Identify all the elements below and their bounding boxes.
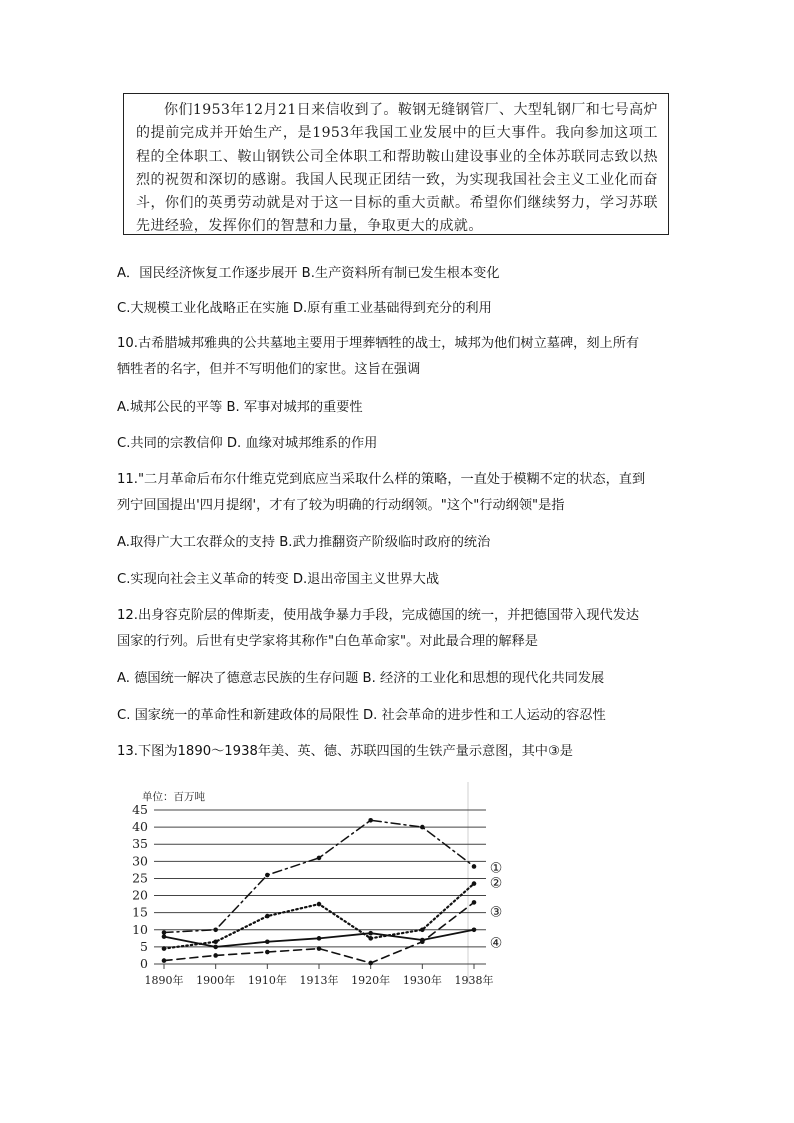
- q10-stem-line2: 牺牲者的名字，但并不写明他们的家世。这旨在强调: [117, 362, 421, 377]
- series-1-point-4: [368, 818, 373, 823]
- series-3-point-1: [213, 953, 218, 958]
- x-tick-label-0: 1890年: [144, 974, 184, 987]
- series-3-point-4: [368, 961, 373, 966]
- q9-options-line1: A．国民经济恢复工作逐步展开 B.生产资料所有制已发生根本变化: [117, 266, 500, 281]
- x-tick-label-1: 1900年: [196, 974, 236, 987]
- pig-iron-chart-svg: [118, 778, 523, 990]
- q12-stem-line1: 12.出身容克阶层的俾斯麦，使用战争暴力手段，完成德国的统一，并把德国带入现代发达: [117, 608, 640, 623]
- quote-text: 你们1953年12月21日来信收到了。鞍钢无缝钢管厂、大型轧钢厂和七号高炉的提前完成并开始生产，是1953年我国工业发展中的巨大事件。我向参加这项工程的全体职工、鞍山钢铁公司全体职工和帮助鞍山建设事业的全体苏联同志致以热烈的祝贺和深切的感谢。我国人民现正团结一致，为实现我国社会主义工业化而奋斗，你们的英勇劳动就是对于这一目标的重大贡献。希望你们继续努力，学习苏联先进经验，发挥你们的智慧和力量，争取更大的成就。: [136, 102, 658, 235]
- x-tick-label-5: 1930年: [402, 974, 442, 987]
- x-tick-label-6: 1938年: [454, 974, 494, 987]
- q10-options-line1: A.城邦公民的平等 B. 军事对城邦的重要性: [117, 400, 363, 415]
- series-4-point-3: [317, 936, 322, 941]
- unit-label: 单位：百万吨: [142, 791, 205, 803]
- y-tick-label-35: 35: [132, 836, 148, 852]
- q12-options-line1: A. 德国统一解决了德意志民族的生存问题 B. 经济的工业化和思想的现代化共同发展: [117, 671, 605, 686]
- y-tick-label-10: 10: [132, 921, 148, 937]
- q9-options-line2: C.大规模工业化战略正在实施 D.原有重工业基础得到充分的利用: [117, 301, 492, 316]
- q12-stem-line2: 国家的行列。后世有史学家将其称作"白色革命家"。对此最合理的解释是: [117, 634, 538, 649]
- series-1-point-2: [265, 873, 270, 878]
- y-tick-label-0: 0: [140, 956, 148, 971]
- series-4-point-2: [265, 939, 270, 944]
- x-tick-label-2: 1910年: [247, 974, 287, 987]
- quote-box: [123, 93, 669, 235]
- q10-options-line2: C.共同的宗教信仰 D. 血缘对城邦维系的作用: [117, 436, 378, 451]
- series-2-point-3: [317, 902, 322, 907]
- series-label-4: ④: [489, 935, 503, 952]
- series-2-point-2: [265, 914, 270, 919]
- q10-stem-line1: 10.古希腊城邦雅典的公共墓地主要用于埋葬牺牲的战士，城邦为他们树立墓碑，刻上所有: [117, 336, 640, 351]
- q13-stem: 13.下图为1890～1938年美、英、德、苏联四国的生铁产量示意图，其中③是: [117, 744, 573, 759]
- q12-options-line2: C. 国家统一的革命性和新建政体的局限性 D. 社会革命的进步性和工人运动的容忍性: [117, 708, 606, 723]
- series-4-point-5: [420, 938, 425, 943]
- series-4-point-0: [162, 934, 167, 939]
- series-4-point-4: [368, 931, 373, 936]
- x-tick-label-4: 1920年: [351, 974, 391, 987]
- q11-options-line2: C.实现向社会主义革命的转变 D.退出帝国主义世界大战: [117, 572, 440, 587]
- series-line-3: [164, 902, 474, 963]
- y-tick-label-15: 15: [132, 904, 148, 920]
- series-2-point-6: [472, 881, 477, 886]
- q11-stem-line2: 列宁回国提出'四月提纲'，才有了较为明确的行动纲领。"这个"行动纲领"是指: [117, 498, 565, 513]
- q11-stem-line1: 11."二月革命后布尔什维克党到底应当采取什么样的策略，一直处于模糊不定的状态，直到: [117, 472, 646, 487]
- y-tick-label-20: 20: [132, 887, 148, 903]
- series-1-point-3: [317, 856, 322, 861]
- y-tick-label-45: 45: [132, 802, 148, 817]
- series-1-point-6: [472, 864, 477, 869]
- series-2-point-4: [368, 936, 373, 941]
- series-2-point-5: [420, 927, 425, 932]
- series-line-1: [164, 820, 474, 932]
- x-tick-label-3: 1913年: [299, 974, 339, 987]
- series-3-point-6: [472, 900, 477, 905]
- series-label-1: ①: [489, 860, 503, 877]
- y-tick-label-5: 5: [140, 938, 148, 954]
- series-2-point-1: [213, 939, 218, 944]
- q11-options-line1: A.取得广大工农群众的支持 B.武力推翻资产阶级临时政府的统治: [117, 535, 491, 550]
- series-1-point-1: [213, 927, 218, 932]
- series-4-point-6: [472, 927, 477, 932]
- series-3-point-2: [265, 950, 270, 955]
- y-tick-label-25: 25: [132, 870, 148, 886]
- series-2-point-0: [162, 946, 167, 951]
- series-label-3: ③: [489, 904, 503, 921]
- series-1-point-5: [420, 825, 425, 830]
- series-3-point-0: [162, 958, 167, 963]
- series-1-point-0: [162, 930, 167, 935]
- series-4-point-1: [213, 945, 218, 950]
- series-label-2: ②: [489, 875, 503, 892]
- y-tick-label-30: 30: [132, 853, 148, 869]
- pig-iron-chart: [118, 778, 523, 990]
- y-tick-label-40: 40: [132, 819, 148, 835]
- series-3-point-3: [317, 946, 322, 951]
